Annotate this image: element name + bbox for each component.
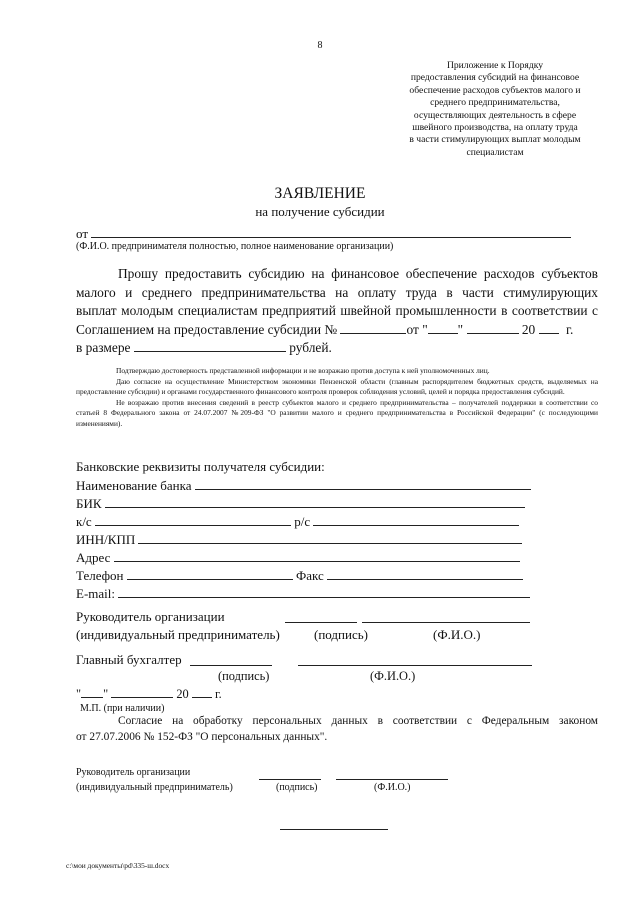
confirmation-paragraph: Даю согласие на осуществление Министерством экономики Пензенской области (главным распорядителем бюджетных средств, выделяемых на предоставление субсидии) и органами государственного финансового контроля проверок соблюдения условий, целей и порядка предоставления субсидий.: [76, 376, 598, 396]
signature-hint: (подпись): [314, 627, 368, 642]
sign-day-field[interactable]: [81, 685, 103, 698]
phone-label: Телефон: [76, 568, 124, 583]
page-number: 8: [317, 40, 323, 51]
accountant-fio-hint: (Ф.И.О.): [370, 669, 416, 683]
fax-field[interactable]: [327, 567, 523, 580]
from-field[interactable]: [91, 225, 571, 238]
agreement-number-field[interactable]: [340, 321, 406, 334]
confirmation-paragraph: Подтверждаю достоверность представленной информации и не возражаю против доступа к ней уполномоченных лиц.: [116, 366, 490, 375]
bank-name-row: [76, 477, 531, 494]
annex-line: обеспечение расходов субъектов малого и: [409, 84, 581, 96]
bik-field[interactable]: [105, 495, 525, 508]
accountant-signature-field[interactable]: [190, 652, 272, 666]
address-row: [76, 549, 520, 566]
accountant-label: Главный бухгалтер: [76, 652, 182, 667]
head-label: Руководитель организации: [76, 609, 225, 624]
from-hint: (Ф.И.О. предпринимателя полностью, полное наименование организации): [76, 241, 394, 252]
entrepreneur-label-2: (индивидуальный предприниматель): [76, 782, 233, 793]
confirmations-block: [76, 366, 598, 429]
annex-line: осуществляющих деятельность в сфере: [413, 109, 577, 121]
consent-line: от 27.07.2006 № 152-ФЗ "О персональных данных".: [76, 730, 328, 743]
annex-line: специалистам: [466, 146, 524, 158]
accountant-fio-field[interactable]: [298, 652, 532, 666]
agreement-year-field[interactable]: [539, 321, 559, 334]
consent-signature-field[interactable]: [259, 767, 321, 780]
agreement-label: Соглашением на предоставление субсидии №: [76, 321, 338, 337]
rs-field[interactable]: [313, 513, 519, 526]
sign-year-suffix: г.: [214, 687, 222, 701]
consent-line: Согласие на обработку персональных данных в соответствии с Федеральным законом: [118, 715, 598, 727]
sign-year-field[interactable]: [192, 685, 212, 698]
document-subtitle: на получение субсидии: [255, 204, 385, 219]
consent-fio-field[interactable]: [336, 767, 448, 780]
agreement-year-prefix: 20: [521, 321, 536, 337]
from-row: [76, 225, 571, 242]
sign-month-field[interactable]: [111, 685, 173, 698]
head-label-2: Руководитель организации: [76, 767, 191, 778]
annex-line: в части стимулирующих выплат молодым: [409, 134, 581, 146]
amount-unit: рублей.: [289, 340, 332, 355]
fio-hint: (Ф.И.О.): [433, 627, 481, 642]
sign-date-row: [76, 685, 222, 702]
consent-signature-hint: (подпись): [276, 782, 318, 793]
annex-line: швейного производства, на оплату труда: [412, 122, 578, 134]
bank-name-label: Наименование банка: [76, 478, 192, 493]
ks-field[interactable]: [95, 513, 291, 526]
amount-label: в размере: [76, 340, 131, 355]
accounts-row: [76, 513, 519, 530]
sign-year-prefix: 20: [176, 687, 189, 701]
agreement-from-label: от ": [406, 321, 428, 337]
phone-row: [76, 567, 523, 584]
inn-field[interactable]: [138, 531, 522, 544]
email-field[interactable]: [118, 585, 530, 598]
date-quote-open: ": [76, 687, 82, 701]
annex-note: [380, 60, 610, 159]
bik-label: БИК: [76, 496, 102, 511]
fax-label: Факс: [296, 568, 324, 583]
accountant-signature-hint: (подпись): [218, 669, 270, 683]
amount-line: [76, 339, 598, 358]
rs-label: р/с: [294, 514, 311, 529]
ks-label: к/с: [76, 514, 92, 529]
address-label: Адрес: [76, 550, 111, 565]
request-paragraph: [76, 265, 598, 358]
head-signature-field[interactable]: [285, 609, 357, 623]
agreement-day-field[interactable]: [428, 321, 458, 334]
annex-line: Приложение к Порядку: [446, 60, 544, 71]
from-label: от: [76, 226, 89, 241]
confirmation-paragraph: Не возражаю против внесения сведений в реестр субъектов малого и среднего предпринимательства – получателей поддержки в соответствии со статьей 8 Федерального закона от 24.07.2007 №209-ФЗ "О развитии малого и среднего предпринимательства в Российской Федерации" (с последующими изменениями).: [76, 397, 598, 428]
document-title: ЗАЯВЛЕНИЕ: [274, 185, 366, 202]
bik-row: [76, 495, 525, 512]
email-row: [76, 585, 530, 602]
head-fio-field[interactable]: [362, 609, 530, 623]
address-field[interactable]: [114, 549, 520, 562]
agreement-line: [76, 321, 598, 340]
agreement-month-field[interactable]: [467, 321, 519, 334]
date-quote-close: ": [103, 687, 109, 701]
stamp-note: М.П. (при наличии): [80, 703, 165, 714]
request-line: малого и среднего предпринимательства на оплату труда в части стимулирующих: [76, 284, 598, 300]
entrepreneur-label: (индивидуальный предприниматель): [76, 627, 280, 642]
annex-line: среднего предпринимательства,: [430, 97, 560, 109]
amount-field[interactable]: [134, 339, 286, 352]
consent-fio-hint: (Ф.И.О.): [374, 782, 411, 793]
consent-paragraph: [76, 714, 598, 745]
agreement-year-suffix: г.: [565, 321, 574, 337]
email-label: E-mail:: [76, 586, 115, 601]
inn-row: [76, 531, 522, 548]
bank-name-field[interactable]: [195, 477, 531, 490]
request-line: выплат молодым специалистам предприятий швейной промышленности в соответствии с: [76, 303, 598, 318]
inn-label: ИНН/КПП: [76, 532, 136, 547]
bank-heading: Банковские реквизиты получателя субсидии:: [76, 459, 325, 474]
phone-field[interactable]: [127, 567, 293, 580]
closing-rule: [280, 829, 388, 830]
agreement-quote-close: ": [457, 321, 464, 337]
file-path: c:\мои документы\pd\335-ш.docx: [66, 861, 170, 870]
request-line: Прошу предоставить субсидию на финансовое обеспечение расходов субъектов: [118, 266, 598, 281]
annex-line: предоставления субсидий на финансовое: [410, 72, 580, 84]
